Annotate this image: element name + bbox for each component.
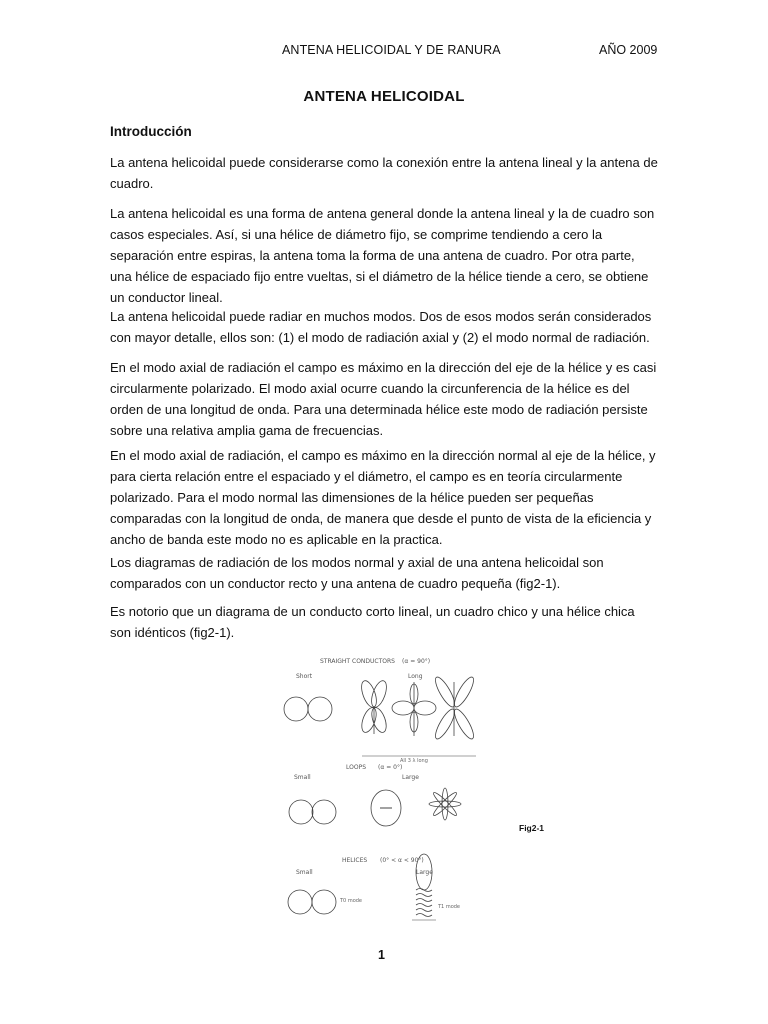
loops-angle: (α = 0°) <box>378 764 403 771</box>
loops-label: LOOPS <box>346 764 367 771</box>
all-long-note: All 3 λ long <box>400 758 428 764</box>
header-title: ANTENA HELICOIDAL Y DE RANURA <box>282 43 501 57</box>
page-number: 1 <box>378 948 385 962</box>
helices-angle: (0° < α < 90°) <box>380 857 424 864</box>
radiation-patterns-figure <box>282 652 492 934</box>
small-helix-mode: T0 mode <box>340 898 363 904</box>
straight-conductors-angle: (α = 90°) <box>402 658 431 665</box>
large-loop-star-pattern <box>429 788 461 820</box>
figure-caption: Fig2-1 <box>519 823 545 833</box>
short-conductor-lobe-left <box>284 697 308 721</box>
paragraph-7: Es notorio que un diagrama de un conducto corto lineal, un cuadro chico y una hélice chica son idénticos (fig2-1). <box>110 604 635 640</box>
long-label: Long <box>408 673 423 680</box>
long-conductor-pattern-3 <box>432 675 477 741</box>
paragraph-6: Los diagramas de radiación de los modos normal y axial de una antena helicoidal son comparados con un conductor recto y una antena de cuadro pequeña (fig2-1). <box>110 555 604 591</box>
helix-coil-icon <box>416 889 432 917</box>
page-title: ANTENA HELICOIDAL <box>303 88 465 105</box>
paragraph-4: En el modo axial de radiación el campo es máximo en la dirección del eje de la hélice y es casi circularmente polarizado. El modo axial ocurre cuando la circunferencia de la hélice es del orden de una longitud de onda. Para una determinada hélice este modo de radiación persiste sobre una relativa amplia gama de frecuencias. <box>110 360 657 438</box>
small-loop-lobe-right <box>312 800 336 824</box>
long-conductor-pattern-1 <box>359 679 390 734</box>
small-helix-lobe-left <box>288 890 312 914</box>
radiation-patterns-diagram <box>282 652 492 934</box>
small-helix-lobe-right <box>312 890 336 914</box>
long-conductor-pattern-2 <box>392 682 436 736</box>
short-conductor-lobe-right <box>308 697 332 721</box>
straight-conductors-label: STRAIGHT CONDUCTORS <box>320 658 395 665</box>
large-helix-label: Large <box>416 869 433 876</box>
short-label: Short <box>296 673 313 680</box>
paragraph-5: En el modo axial de radiación, el campo es máximo en la dirección normal al eje de la hélice, y para cierta relación entre el espaciado y el diámetro, el campo es en teoría circularmente polarizado. Para el modo normal las dimensiones de la hélice pueden ser pequeñas comparadas con la longitud de onda, de manera que desde el punto de vista de la eficiencia y ancho de banda este modo no es aplicable en la practica. <box>110 448 656 547</box>
paragraph-2: La antena helicoidal es una forma de antena general donde la antena lineal y la de cuadro son casos especiales. Así, si una hélice de diámetro fijo, se comprime tendiendo a cero la separación entre espiras, la antena toma la forma de una antena de cuadro. Por otra parte, una hélice de espaciado fijo entre vueltas, si el diámetro de la hélice tiende a cero, se obtiene un conductor lineal. <box>110 206 655 305</box>
small-loop-label: Small <box>294 774 311 781</box>
helices-label: HELICES <box>342 857 368 864</box>
section-heading: Introducción <box>110 124 192 139</box>
large-helix-mode: T1 mode <box>438 904 461 910</box>
header-year: AÑO 2009 <box>599 43 658 57</box>
paragraph-1: La antena helicoidal puede considerarse como la conexión entre la antena lineal y la antena de cuadro. <box>110 155 658 191</box>
large-loop-label: Large <box>402 774 419 781</box>
small-loop-lobe-left <box>289 800 313 824</box>
paragraph-3: La antena helicoidal puede radiar en muchos modos. Dos de esos modos serán considerados con mayor detalle, ellos son: (1) el modo de radiación axial y (2) el modo normal de radiación. <box>110 309 652 345</box>
small-helix-label: Small <box>296 869 313 876</box>
